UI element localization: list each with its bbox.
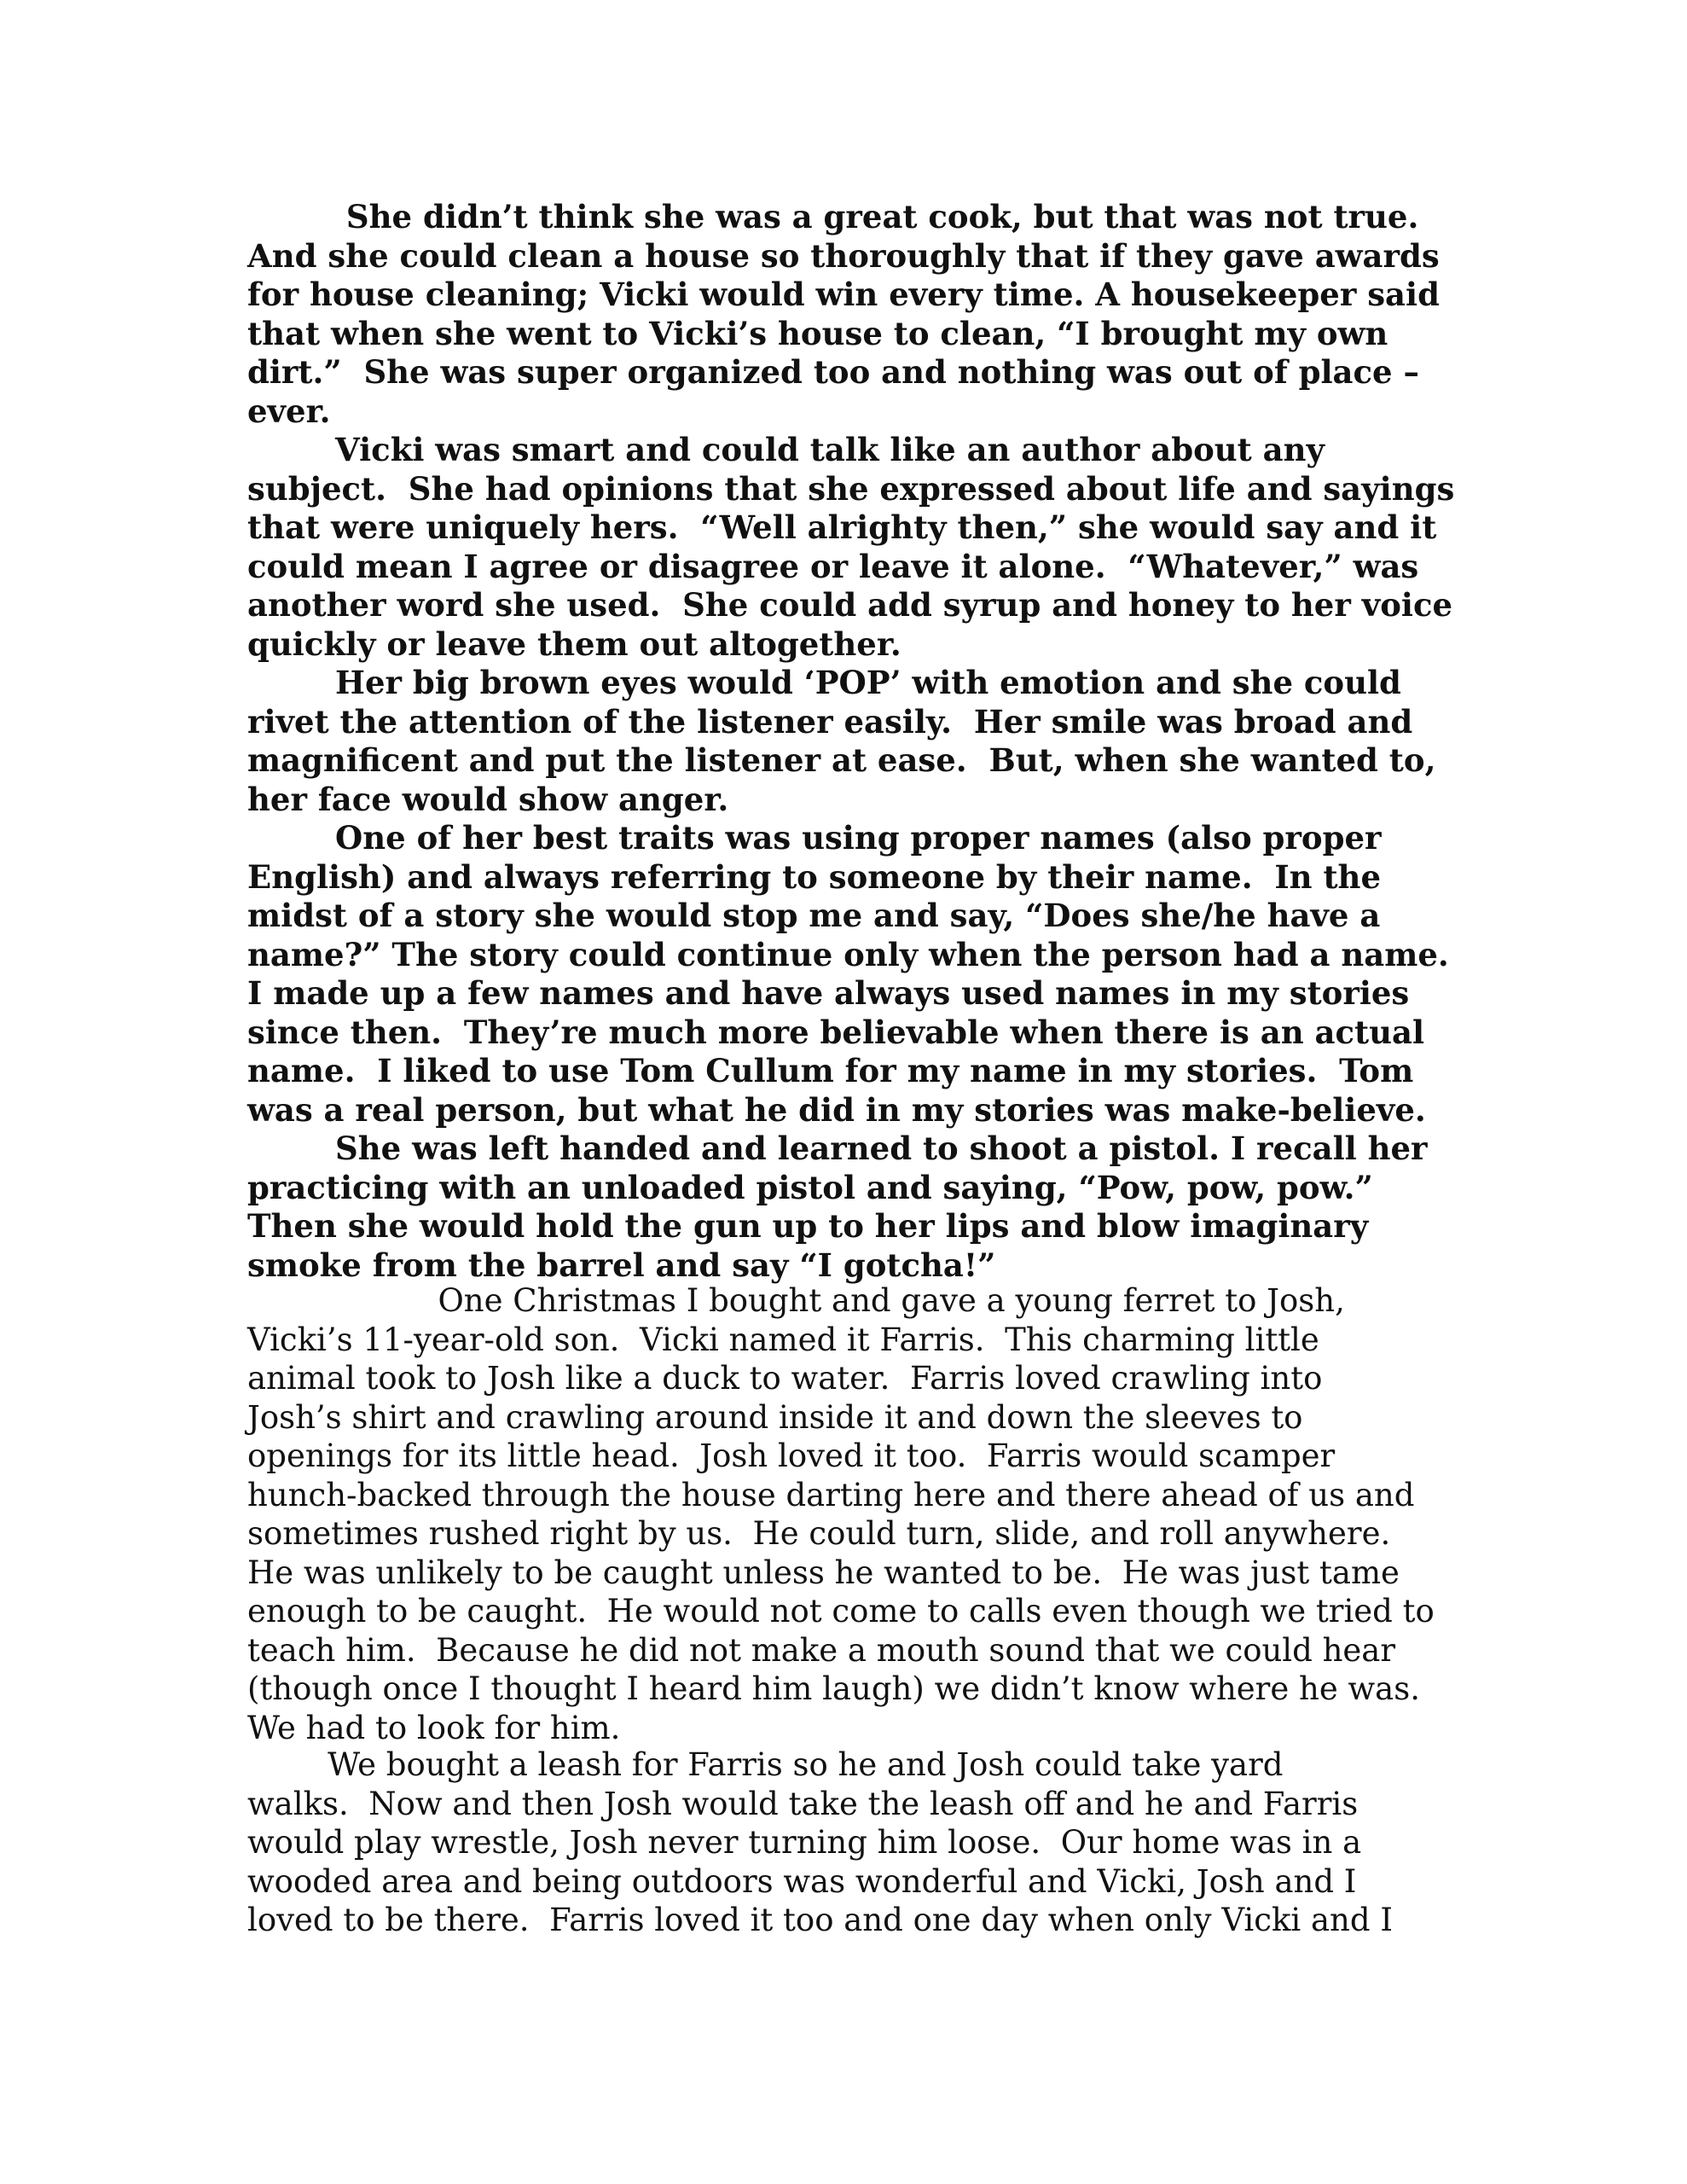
text-line: openings for its little head. Josh loved it too. Farris would scamper (247, 1438, 1336, 1474)
text-line: One of her best traits was using proper names (also proper (247, 819, 1382, 857)
text-line: hunch-backed through the house darting here and there ahead of us and (247, 1476, 1415, 1513)
text-line: smoke from the barrel and say “I gotcha!” (247, 1246, 996, 1284)
text-line: teach him. Because he did not make a mouth sound that we could hear (247, 1631, 1396, 1669)
text-line: could mean I agree or disagree or leave it alone. “Whatever,” was (247, 547, 1419, 585)
text-line: would play wrestle, Josh never turning him loose. Our home was in a (247, 1824, 1362, 1861)
text-line: subject. She had opinions that she expressed about life and sayings (247, 469, 1455, 508)
text-line: her face would show anger. (247, 780, 729, 818)
text-line: enough to be caught. He would not come to calls even though we tried to (247, 1593, 1435, 1629)
text-line: midst of a story she would stop me and say, “Does she/he have a (247, 897, 1381, 934)
text-line: quickly or leave them out altogether. (247, 624, 901, 663)
text-line: (though once I thought I heard him laugh) we didn’t know where he was. (247, 1670, 1420, 1707)
text-line: We had to look for him. (247, 1709, 621, 1746)
bold-text-section (247, 198, 1475, 1285)
text-line: name?” The story could continue only when the person had a name. (247, 935, 1449, 973)
text-line: for house cleaning; Vicki would win every time. A housekeeper said (247, 276, 1440, 313)
text-line: She was left handed and learned to shoot a pistol. I recall her (247, 1130, 1428, 1167)
text-line: dirt.” She was super organized too and nothing was out of place – (247, 353, 1419, 391)
text-line: ever. (247, 392, 331, 430)
regular-text-section (247, 1281, 1475, 1747)
text-line: One Christmas I bought and gave a young ferret to Josh, (247, 1282, 1345, 1319)
text-line: She didn’t think she was a great cook, but that was not true. (247, 198, 1419, 235)
text-line: loved to be there. Farris loved it too and one day when only Vicki and I (247, 1902, 1393, 1938)
text-line: another word she used. She could add syrup and honey to her voice (247, 586, 1453, 624)
text-line: rivet the attention of the listener easily. Her smile was broad and (247, 702, 1413, 741)
text-line: practicing with an unloaded pistol and saying, “Pow, pow, pow.” (247, 1168, 1373, 1206)
text-line: And she could clean a house so thoroughly that if they gave awards (247, 236, 1440, 275)
text-line: English) and always referring to someone by their name. In the (247, 857, 1381, 896)
regular-text-section-2 (247, 1745, 1475, 1940)
text-line: that were uniquely hers. “Well alrighty then,” she would say and it (247, 508, 1437, 546)
text-line: Then she would hold the gun up to her lips and blow imaginary (247, 1207, 1369, 1245)
text-line: was a real person, but what he did in my stories was make-believe. (247, 1090, 1426, 1129)
text-line: magnificent and put the listener at ease. But, when she wanted to, (247, 741, 1436, 779)
text-line: wooded area and being outdoors was wonderful and Vicki, Josh and I (247, 1862, 1357, 1900)
text-line: walks. Now and then Josh would take the leash off and he and Farris (247, 1785, 1359, 1822)
text-line: since then. They’re much more believable when there is an actual (247, 1013, 1425, 1051)
text-line: sometimes rushed right by us. He could turn, slide, and roll anywhere. (247, 1515, 1391, 1552)
text-line: I made up a few names and have always used names in my stories (247, 974, 1410, 1012)
text-line: name. I liked to use Tom Cullum for my name in my stories. Tom (247, 1052, 1414, 1089)
text-line: We bought a leash for Farris so he and Josh could take yard (247, 1746, 1284, 1783)
text-line: Her big brown eyes would ‘POP’ with emotion and she could (247, 664, 1401, 701)
text-line: He was unlikely to be caught unless he wanted to be. He was just tame (247, 1554, 1400, 1591)
text-line: Josh’s shirt and crawling around inside it and down the sleeves to (247, 1398, 1303, 1436)
text-line: Vicki was smart and could talk like an author about any (247, 431, 1325, 468)
text-line: animal took to Josh like a duck to water. Farris loved crawling into (247, 1360, 1323, 1397)
text-line: that when she went to Vicki’s house to clean, “I brought my own (247, 314, 1388, 352)
text-line: Vicki’s 11-year-old son. Vicki named it Farris. This charming little (247, 1321, 1319, 1358)
